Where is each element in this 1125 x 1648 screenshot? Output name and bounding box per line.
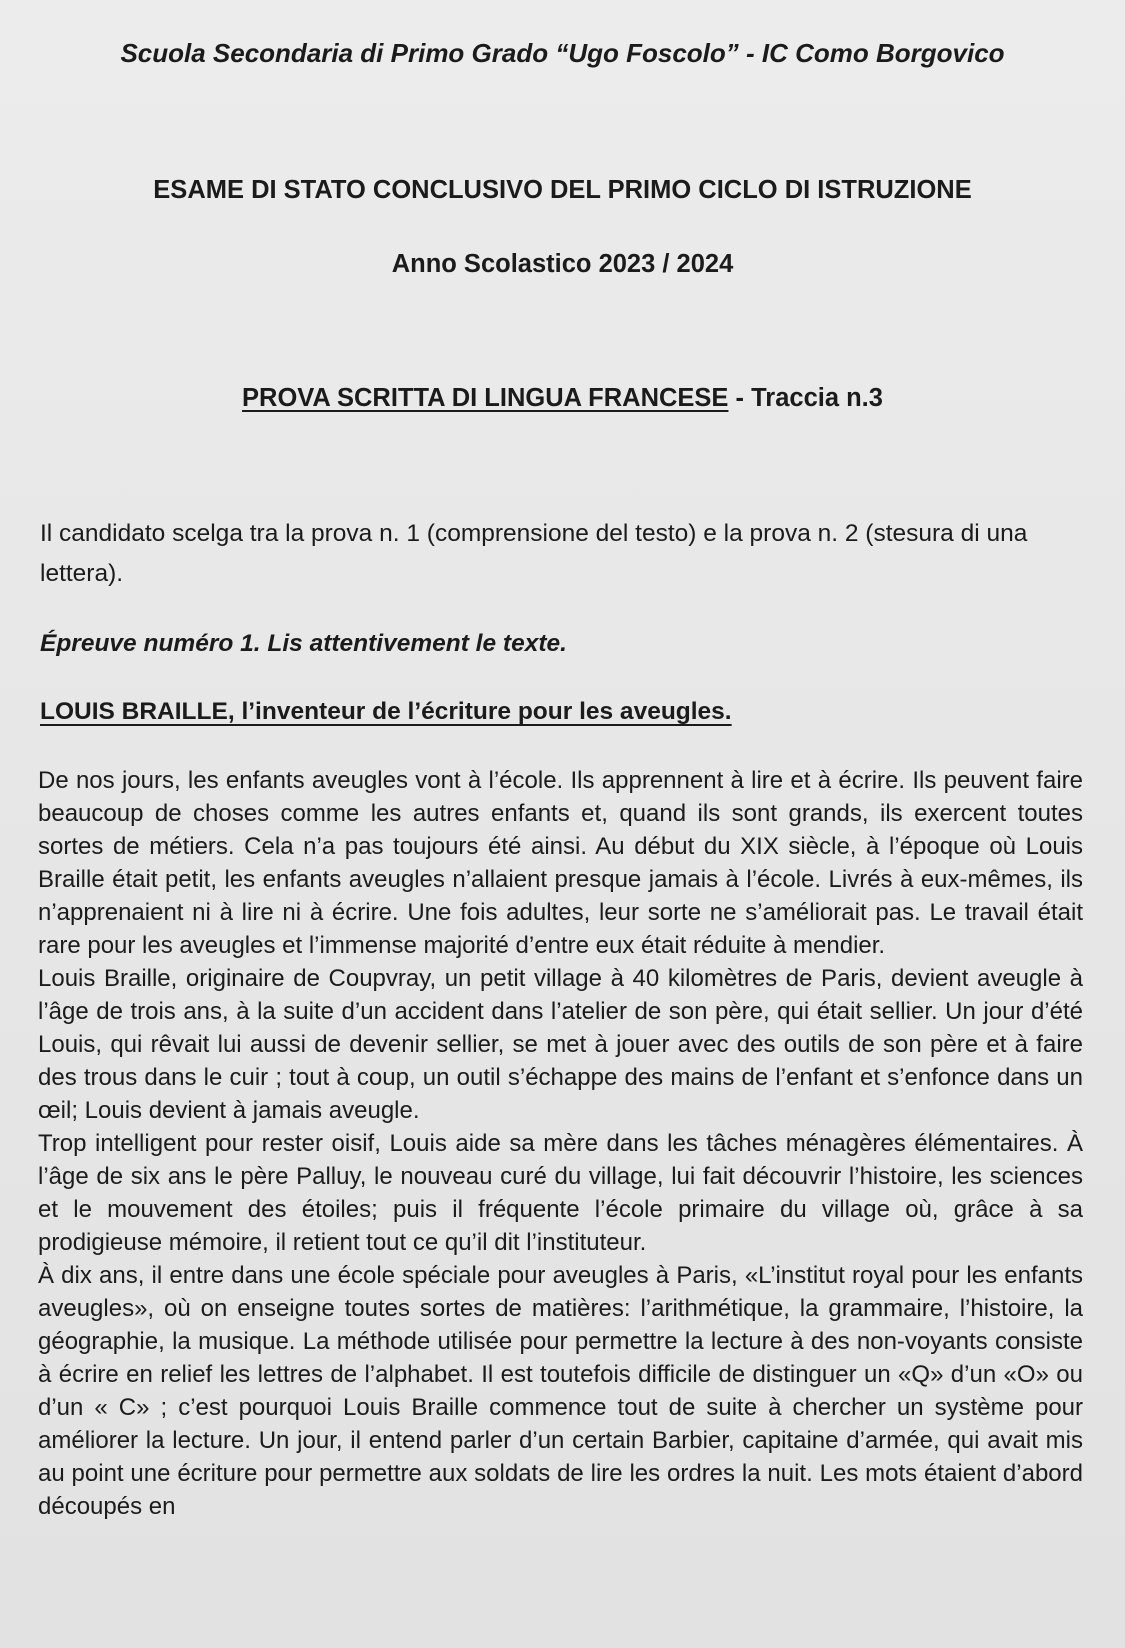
prova-heading bbox=[0, 384, 1125, 413]
reading-text bbox=[38, 764, 1083, 1523]
paragraph-1: De nos jours, les enfants aveugles vont à l’école. Ils apprennent à lire et à écrire. Ils peuvent faire beaucoup de choses comme les autres enfants et, quand ils sont grands, ils exercent toutes sortes de métiers. Cela n’a pas toujours été ainsi. Au début du XIX siècle, à l’époque où Louis Braille était petit, les enfants aveugles n’allaient presque jamais à l’école. Livrés à eux-mêmes, ils n’apprenaient ni à lire ni à écrire. Une fois adultes, leur sorte ne s’améliorait pas. Le travail était rare pour les aveugles et l’immense majorité d’entre eux était réduite à mendier. bbox=[38, 767, 1083, 959]
paragraph-2: Louis Braille, originaire de Coupvray, un petit village à 40 kilomètres de Paris, devient aveugle à l’âge de trois ans, à la suite d’un accident dans l’atelier de son père, qui était sellier. Un jour d’été Louis, qui rêvait lui aussi de devenir sellier, se met à jouer avec des outils de son père et à faire des trous dans le cuir ; tout à coup, un outil s’échappe des mains de l’enfant et s’enfonce dans un œil; Louis devient à jamais aveugle. bbox=[38, 965, 1083, 1124]
text-title: LOUIS BRAILLE, l’inventeur de l’écriture pour les aveugles. bbox=[40, 698, 732, 725]
candidate-instructions: Il candidato scelga tra la prova n. 1 (comprensione del testo) e la prova n. 2 (stesura di una lettera). bbox=[40, 520, 1028, 587]
school-year: Anno Scolastico 2023 / 2024 bbox=[391, 250, 734, 278]
prova-title: PROVA SCRITTA DI LINGUA FRANCESE bbox=[242, 384, 729, 412]
epreuve-heading: Épreuve numéro 1. Lis attentivement le texte. bbox=[40, 630, 567, 657]
exam-title: ESAME DI STATO CONCLUSIVO DEL PRIMO CICLO DI ISTRUZIONE bbox=[153, 176, 972, 204]
paragraph-3: Trop intelligent pour rester oisif, Louis aide sa mère dans les tâches ménagères élémentaires. À l’âge de six ans le père Palluy, le nouveau curé du village, lui fait découvrir l’histoire, les sciences et le mouvement des étoiles; puis il fréquente l’école primaire du village où, grâce à sa prodigieuse mémoire, il retient tout ce qu’il dit l’instituteur. bbox=[38, 1130, 1083, 1256]
school-name: Scuola Secondaria di Primo Grado “Ugo Foscolo” - IC Como Borgovico bbox=[120, 38, 1005, 68]
paragraph-4: À dix ans, il entre dans une école spéciale pour aveugles à Paris, «L’institut royal pour les enfants aveugles», où on enseigne toutes sortes de matières: l’arithmétique, la grammaire, l’histoire, la géographie, la musique. La méthode utilisée pour permettre la lecture à des non-voyants consiste à écrire en relief les lettres de l’alphabet. Il est toutefois difficile de distinguer un «Q» d’un «O» ou d’un « C» ; c’est pourquoi Louis Braille commence tout de suite à chercher un système pour améliorer la lecture. Un jour, il entend parler d’un certain Barbier, capitaine d’armée, qui avait mis au point une écriture pour permettre aux soldats de lire les ordres la nuit. Les mots étaient d’abord découpés en bbox=[38, 1262, 1083, 1520]
prova-track: - Traccia n.3 bbox=[728, 384, 883, 412]
